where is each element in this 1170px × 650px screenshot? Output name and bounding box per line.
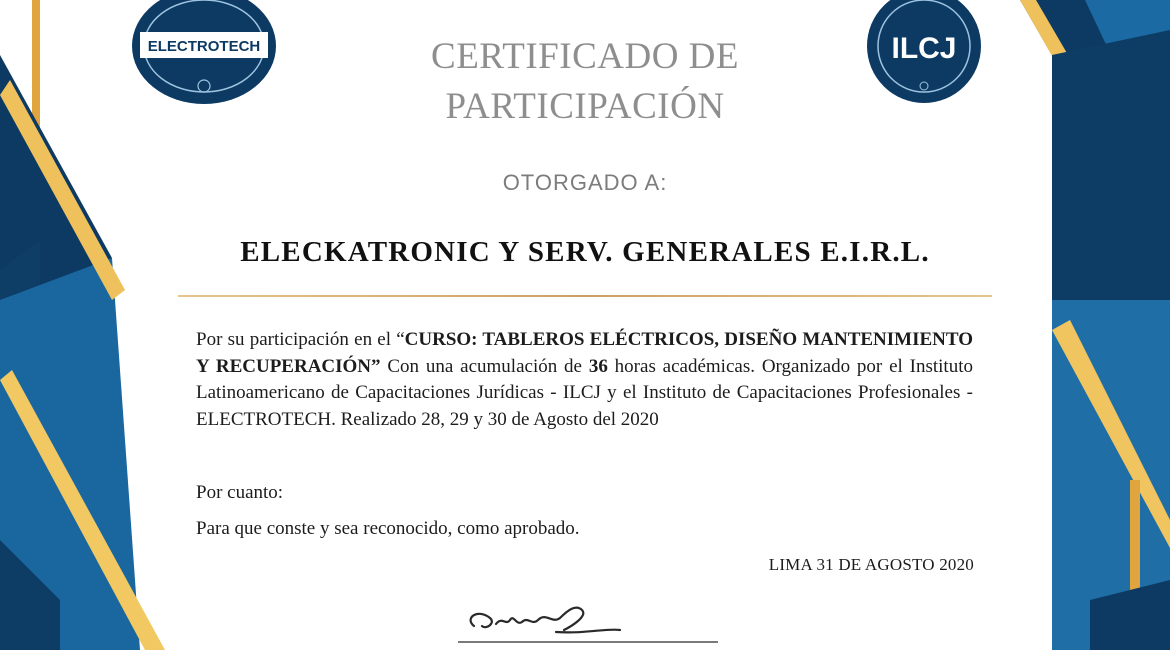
certificate-body: [196, 327, 973, 433]
body-intro: Por su participación en el: [196, 329, 397, 350]
ilcj-logo-text: ILCJ: [891, 32, 957, 65]
certificate-title: [0, 32, 1170, 132]
place-and-date: LIMA 31 DE AGOSTO 2020: [768, 555, 974, 574]
title-line-1: CERTIFICADO DE: [431, 36, 739, 77]
signature-icon: [456, 596, 720, 650]
electrotech-logo-text: ELECTROTECH: [147, 38, 261, 55]
recipient-name: ELECKATRONIC Y SERV. GENERALES E.I.R.L.: [240, 236, 930, 268]
body-rest: horas académicas. Organizado por el Instituto Latinoamericano de Capacitaciones Jurídicas - ILCJ y el Instituto de Capacitaciones Profesionales - ELECTROTECH. Realizado 28, 29 y 30 de Agosto del 2020: [196, 355, 973, 430]
conste-text: Para que conste y sea reconocido, como aprobado.: [196, 518, 580, 539]
awarded-to-label: OTORGADO A:: [502, 170, 668, 195]
hours-count: 36: [588, 355, 608, 377]
body-accumulation: Con una acumulación de: [380, 355, 589, 377]
title-line-2: PARTICIPACIÓN: [445, 86, 725, 127]
body-open-quote: “: [396, 329, 405, 350]
por-cuanto-text: Por cuanto:: [196, 482, 284, 503]
course-name: CURSO: TABLEROS ELÉCTRICOS, DISEÑO MANTENIMIENTO Y RECUPERACIÓN”: [196, 329, 973, 377]
gold-divider: [178, 295, 992, 297]
